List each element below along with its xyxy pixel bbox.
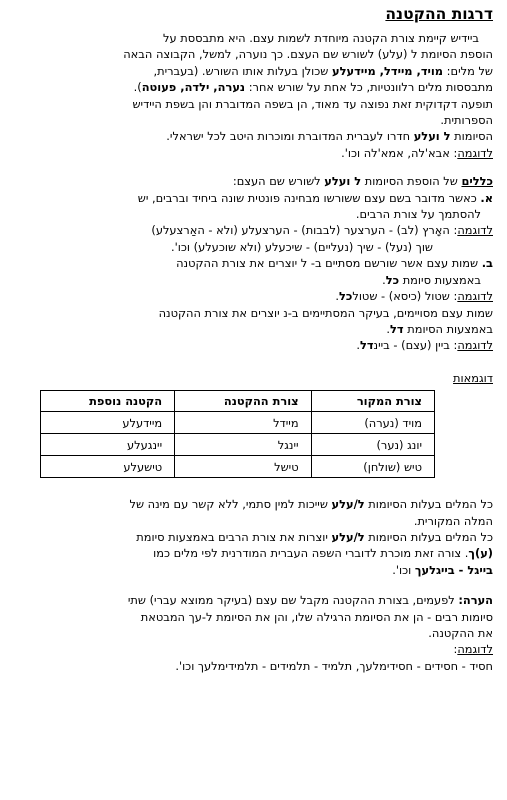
table-header-cell: צורת ההקטנה — [175, 391, 311, 412]
note-example: חסיד - חסידים - חסידימלעך, תלמיד - תלמידים - תלמידימלעך וכו'. — [175, 658, 493, 673]
table-cell: יינגל — [175, 434, 311, 456]
table-cell: מויד (נערה) — [311, 412, 434, 434]
rule-a-line-2: להסתמך על צורת הרבים. — [355, 207, 481, 222]
note-line-2: סיומות רבים - הן את הסיומת הרגילה שלו, והן את הסיומת ל-עך המבטאת — [140, 609, 493, 624]
intro-line-2: הוספת הסיומת ל (עלע) לשורש שם העצם. כך נוערה, למשל, הקבוצה הבאה — [123, 47, 493, 62]
after-line-1: כל המלים בעלות הסיומות ל/עלע שייכות למין סתמי, ללא קשר עם מינה של — [129, 497, 493, 512]
rule-a-example-1: לדוגמה: האָרץ (לב) - הערצער (לבבות) - הערצעלע (ולא - האַרצעלע) — [151, 223, 493, 238]
table-cell: מיידל — [175, 412, 311, 434]
table-header-cell: צורת המקור — [311, 391, 434, 412]
intro-line-7: הסיומות ל ועלע חדרו לעברית המדוברת ומוכרות היטב לכל ישראלי. — [166, 129, 493, 144]
intro-line-1: ביידיש קיימת צורת הקטנה מיוחדת לשמות עצם. היא מתבססת על — [163, 31, 479, 45]
rule-b-line-2: באמצעות סיומת כל. — [382, 272, 481, 287]
table-cell: מיידעלע — [41, 412, 175, 434]
table-header-cell: הקטנה נוספת — [41, 391, 175, 412]
table-header-row — [41, 391, 435, 412]
intro-line-4: מתבססות מלים רלוונטיות, כל אחת על שורש אחר: נערה, ילדה, פעוטה). — [133, 80, 493, 95]
page-title: דרגות ההקטנה — [385, 5, 493, 23]
after-line-5: בייגל - בייגלעך וכו'. — [392, 562, 493, 577]
after-line-4: (ע)ך. צורה זאת מוכרת לדוברי השפה העברית המודרנית לפי מלים כמו — [153, 546, 493, 561]
table-cell: טישל — [175, 456, 311, 478]
intro-line-3: של מלים: מויד, מיידל, מיידעלע שכולן בעלות אותו השורש. (בעברית, — [153, 63, 493, 78]
table-row — [41, 434, 435, 456]
intro-line-6: הספרותית. — [440, 113, 493, 128]
rule-b-example: לדוגמה: שטול (כיסא) - שטולכל. — [335, 289, 493, 304]
intro-example: לדוגמה: אבא'לה, אמא'לה וכו'. — [341, 145, 493, 160]
table-row — [41, 456, 435, 478]
rule-c-line-2: באמצעות הסיומת דל. — [386, 321, 493, 336]
table-cell: יונג (נער) — [311, 434, 434, 456]
rule-c-example: לדוגמה: ביין (עצם) - ביינדל. — [356, 338, 493, 353]
intro-line-5: תופעה דקדוקית זאת נפוצה עד מאוד, הן בשפה המדוברת והן בשפת היידיש — [132, 96, 493, 111]
rule-c-line-1: שמות עצם מסויימים, בעיקר המסתיימים ב-נ יוצרים את צורת ההקטנה — [158, 305, 493, 320]
table-row — [41, 412, 435, 434]
examples-heading: דוגמאות — [453, 370, 493, 385]
examples-table — [40, 390, 435, 478]
rule-a-line-1: א. כאשר מדובר בשם עצם ששורשו מבחינה פונטית שונה ביחיד וברבים, יש — [137, 190, 493, 205]
rule-b-line-1: ב. שמות עצם אשר שורשם מסתיים ב- ל יוצרים את צורת ההקטנה — [176, 256, 493, 271]
after-line-2: המלה המקורית. — [413, 513, 493, 528]
table-cell: יינגעלע — [41, 434, 175, 456]
after-line-3: כל המלים בעלות הסיומות ל/עלע יוצרות את צורת הרבים באמצעות סיומת — [136, 529, 493, 544]
rules-heading: כללים של הוספת הסיומות ל ועלע לשורש שם העצם: — [232, 174, 493, 189]
note-line-1: הערה: לפעמים, בצורת ההקטנה מקבל שם עצם (בעיקר ממוצא עברי) שתי — [127, 593, 493, 608]
note-line-3: את ההקטנה. — [428, 625, 493, 640]
table-cell: טיש (שולחן) — [311, 456, 434, 478]
note-example-label: לדוגמה: — [453, 642, 493, 657]
rule-a-example-2: שוך (נעל) - שיך (נעליים) - שיכעלע (ולא שוכעלע) וכו'. — [171, 239, 433, 254]
table-cell: טישעלע — [41, 456, 175, 478]
